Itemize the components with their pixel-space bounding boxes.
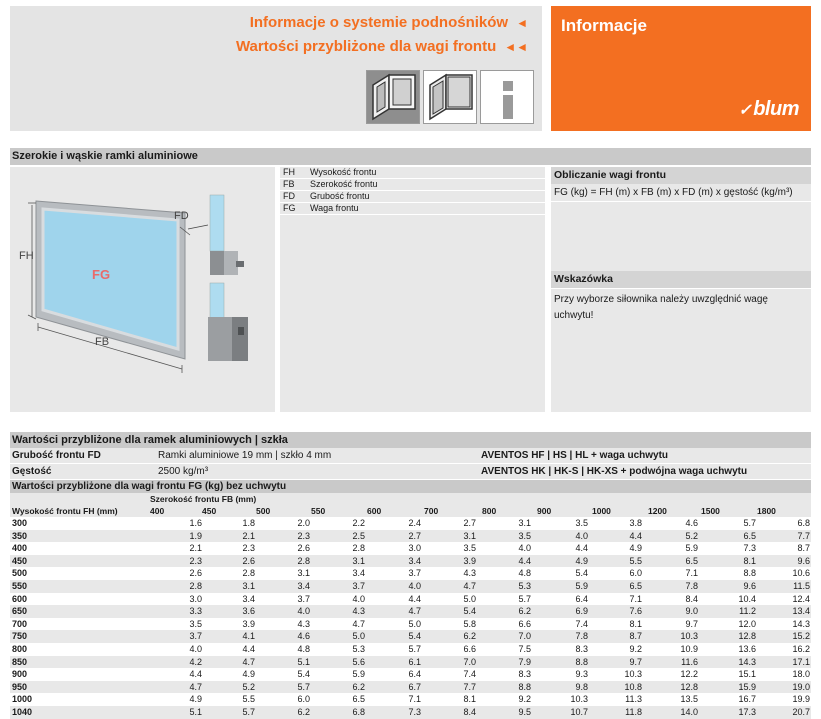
weight-cell: 1.6	[189, 518, 202, 528]
weight-cell: 6.8	[797, 518, 810, 528]
weight-cell: 12.0	[738, 618, 756, 629]
row-height-value: 400	[12, 543, 28, 554]
weight-cell: 12.8	[738, 631, 756, 642]
weight-cell: 6.7	[408, 681, 421, 692]
weight-cell: 8.1	[743, 555, 756, 566]
weight-cell: 9.3	[575, 669, 588, 680]
weight-cell: 7.7	[797, 530, 810, 541]
weight-cell: 3.1	[242, 580, 255, 591]
weight-cell: 4.4	[629, 530, 642, 541]
weight-cell: 5.6	[352, 656, 365, 667]
front-weight-table	[10, 493, 811, 719]
weight-cell: 4.0	[518, 543, 531, 554]
row-height-value: 600	[12, 593, 28, 604]
weight-cell: 3.5	[518, 530, 531, 541]
weight-cell: 9.7	[685, 618, 698, 629]
table-row	[10, 580, 811, 593]
weight-cell: 8.3	[575, 643, 588, 654]
weight-cell: 3.4	[352, 568, 365, 579]
weight-cell: 7.3	[743, 543, 756, 554]
weight-cell: 2.6	[297, 543, 310, 554]
weight-cell: 5.7	[518, 593, 531, 604]
weight-cell: 3.4	[242, 593, 255, 604]
weight-cell: 16.7	[738, 694, 756, 705]
row-height-value: 750	[12, 631, 28, 642]
column-header: 1500	[701, 506, 720, 516]
weight-cell: 3.5	[189, 618, 202, 629]
frame-aluminum-narrow-icon	[424, 71, 478, 125]
weight-cell: 7.5	[518, 643, 531, 654]
weight-cell: 5.2	[685, 530, 698, 541]
double-arrow-left-icon: ◄◄	[504, 40, 528, 54]
symbol-legend	[280, 167, 545, 412]
weight-cell: 3.7	[352, 580, 365, 591]
row-height-value: 800	[12, 643, 28, 654]
row-height-value: 850	[12, 656, 28, 667]
weight-cell: 7.8	[685, 580, 698, 591]
frame-illustration	[10, 167, 275, 412]
weight-cell: 4.6	[297, 631, 310, 642]
weight-cell: 7.4	[575, 618, 588, 629]
weight-cell: 5.7	[408, 643, 421, 654]
weight-cell: 19.9	[792, 694, 810, 705]
weight-cell: 5.4	[408, 631, 421, 642]
weight-cell: 9.8	[575, 681, 588, 692]
weight-cell: 2.3	[189, 555, 202, 566]
weight-cell: 4.7	[352, 618, 365, 629]
weight-cell: 6.6	[463, 643, 476, 654]
weight-cell: 5.7	[242, 706, 255, 717]
weight-cell: 10.3	[624, 669, 642, 680]
weight-cell: 3.5	[463, 543, 476, 554]
tab-info[interactable]	[480, 70, 534, 124]
table-row	[10, 517, 811, 530]
weight-cell: 8.8	[518, 681, 531, 692]
weight-cell: 7.3	[408, 706, 421, 717]
weight-cell: 3.7	[408, 568, 421, 579]
weight-cell: 8.8	[575, 656, 588, 667]
weight-cell: 6.5	[743, 530, 756, 541]
weight-cell: 13.5	[680, 694, 698, 705]
weight-cell: 3.0	[189, 593, 202, 604]
column-header: 1200	[648, 506, 667, 516]
weight-cell: 5.3	[518, 580, 531, 591]
weight-cell: 10.6	[792, 568, 810, 579]
weight-cell: 2.1	[242, 530, 255, 541]
weight-cell: 5.8	[463, 618, 476, 629]
legend-value: Szerokość frontu	[310, 179, 378, 189]
weight-cell: 8.7	[797, 543, 810, 554]
weight-cell: 4.7	[408, 606, 421, 617]
column-header: 600	[367, 506, 382, 516]
weight-cell: 5.4	[297, 669, 310, 680]
weight-cell: 2.0	[297, 518, 310, 528]
weight-cell: 5.4	[463, 606, 476, 617]
weight-cell: 7.0	[518, 631, 531, 642]
row-height-value: 1000	[12, 694, 33, 705]
table-row	[10, 706, 811, 719]
weight-cell: 15.2	[792, 631, 810, 642]
weight-cell: 17.1	[792, 656, 810, 667]
weight-cell: 7.7	[463, 681, 476, 692]
column-header: 1800	[757, 506, 776, 516]
weight-cell: 7.1	[685, 568, 698, 579]
weight-cell: 4.6	[685, 518, 698, 528]
legend-value: Waga frontu	[310, 203, 359, 213]
weight-cell: 4.2	[189, 656, 202, 667]
weight-cell: 10.3	[570, 694, 588, 705]
row-height-value: 550	[12, 580, 28, 591]
weight-cell: 20.7	[792, 706, 810, 717]
table-row	[10, 618, 811, 631]
table-body	[10, 517, 811, 719]
weight-cell: 4.3	[352, 606, 365, 617]
weight-cell: 3.5	[575, 518, 588, 528]
weight-cell: 3.4	[408, 555, 421, 566]
weight-cell: 5.7	[743, 518, 756, 528]
weight-cell: 4.0	[408, 580, 421, 591]
density-label: Gęstość	[12, 466, 52, 477]
arrow-left-icon: ◄	[516, 16, 528, 30]
weight-cell: 4.4	[408, 593, 421, 604]
legend-key: FB	[283, 179, 295, 189]
frame-diagram	[10, 167, 275, 412]
frame-type-tabs	[366, 70, 534, 124]
nav-link-front-weight-label: Wartości przybliżone dla wagi frontu	[235, 38, 497, 55]
weight-calculation-panel	[551, 167, 811, 412]
weight-cell: 15.1	[738, 669, 756, 680]
weight-cell: 5.7	[297, 681, 310, 692]
weight-cell: 4.0	[297, 606, 310, 617]
row-height-value: 450	[12, 555, 28, 566]
legend-row	[280, 167, 545, 179]
weight-cell: 8.1	[629, 618, 642, 629]
weight-cell: 2.7	[463, 518, 476, 528]
table-row	[10, 681, 811, 694]
weight-cell: 5.1	[297, 656, 310, 667]
weight-cell: 5.3	[352, 643, 365, 654]
weight-cell: 11.5	[793, 580, 810, 591]
weight-cell: 5.0	[408, 618, 421, 629]
weight-cell: 14.3	[738, 656, 756, 667]
weight-cell: 3.3	[189, 606, 202, 617]
weight-cell: 9.7	[629, 656, 642, 667]
calc-title: Obliczanie wagi frontu	[551, 167, 811, 184]
weight-cell: 11.8	[625, 706, 642, 717]
legend-row	[280, 179, 545, 191]
nav-link-front-weight[interactable]	[236, 38, 528, 55]
legend-row	[280, 191, 545, 203]
table-row	[10, 656, 811, 669]
weight-cell: 12.4	[792, 593, 810, 604]
weight-cell: 11.6	[681, 656, 698, 667]
weight-cell: 3.4	[297, 580, 310, 591]
weight-cell: 9.6	[797, 555, 810, 566]
column-header: 550	[311, 506, 326, 516]
weight-cell: 17.3	[738, 706, 756, 717]
weight-cell: 5.5	[242, 694, 255, 705]
weight-cell: 1.9	[189, 530, 202, 541]
table-row	[10, 555, 811, 568]
weight-cell: 7.4	[463, 669, 476, 680]
weight-cell: 4.7	[189, 681, 202, 692]
weight-cell: 7.1	[629, 593, 642, 604]
weight-cell: 16.2	[792, 643, 810, 654]
weight-cell: 2.8	[352, 543, 365, 554]
nav-link-lift-system-info[interactable]	[250, 14, 528, 31]
table-row	[10, 630, 811, 643]
weight-cell: 4.4	[242, 643, 255, 654]
weight-cell: 5.5	[629, 555, 642, 566]
weight-cell: 5.1	[189, 706, 202, 717]
weight-cell: 7.9	[518, 656, 531, 667]
weight-cell: 4.9	[242, 669, 255, 680]
hint-text: Przy wyborze siłownika należy uwzględnić wagę uchwytu!	[551, 288, 811, 327]
calc-spacer	[551, 201, 811, 271]
table-section-title: Wartości przybliżone dla ramek aluminiowych | szkła	[10, 432, 811, 448]
column-header: 450	[202, 506, 217, 516]
frame-aluminum-wide-icon	[367, 71, 421, 125]
frames-section-title: Szerokie i wąskie ramki aluminiowe	[10, 148, 811, 165]
weight-cell: 11.2	[739, 606, 756, 617]
weight-cell: 4.3	[297, 618, 310, 629]
weight-cell: 2.8	[189, 580, 202, 591]
weight-cell: 7.1	[408, 694, 421, 705]
weight-cell: 6.2	[518, 606, 531, 617]
weight-cell: 2.8	[297, 555, 310, 566]
row-height-value: 700	[12, 618, 28, 629]
weight-cell: 2.6	[189, 568, 202, 579]
weight-cell: 6.0	[629, 568, 642, 579]
legend-key: FD	[283, 191, 295, 201]
row-height-value: 900	[12, 669, 28, 680]
weight-cell: 3.7	[189, 631, 202, 642]
blum-logo-icon: ✓	[738, 102, 752, 119]
fg-label: FG	[92, 267, 111, 282]
weight-cell: 6.8	[352, 706, 365, 717]
weight-cell: 5.0	[463, 593, 476, 604]
weight-cell: 5.2	[242, 681, 255, 692]
weight-cell: 10.8	[624, 681, 642, 692]
calc-formula: FG (kg) = FH (m) x FB (m) x FD (m) x gęstość (kg/m³)	[554, 187, 793, 198]
weight-cell: 6.1	[408, 656, 421, 667]
info-panel-title: Informacje	[561, 16, 647, 35]
weight-cell: 5.0	[352, 631, 365, 642]
density-value: 2500 kg/m³	[158, 466, 209, 477]
weight-cell: 2.6	[242, 555, 255, 566]
legend-value: Grubość frontu	[310, 191, 370, 201]
fb-label: FB	[95, 336, 110, 348]
thickness-note: AVENTOS HF | HS | HL + waga uchwytu	[481, 450, 669, 461]
weight-cell: 1.8	[242, 518, 255, 528]
weight-cell: 6.4	[575, 593, 588, 604]
weight-cell: 4.4	[189, 669, 202, 680]
column-header: 800	[482, 506, 497, 516]
weight-cell: 6.6	[518, 618, 531, 629]
weight-cell: 4.0	[189, 643, 202, 654]
column-header: 500	[256, 506, 271, 516]
weight-cell: 4.7	[463, 580, 476, 591]
weight-cell: 3.1	[518, 518, 531, 528]
weight-cell: 8.8	[743, 568, 756, 579]
blum-logo	[738, 98, 799, 121]
weight-cell: 6.4	[408, 669, 421, 680]
weight-cell: 18.0	[792, 669, 810, 680]
weight-cell: 3.9	[242, 618, 255, 629]
weight-cell: 2.3	[297, 530, 310, 541]
legend-key: FH	[283, 167, 295, 177]
weight-cell: 11.3	[625, 694, 642, 705]
weight-cell: 2.1	[189, 543, 202, 554]
weight-cell: 3.0	[408, 543, 421, 554]
weight-cell: 4.7	[242, 656, 255, 667]
row-height-value: 350	[12, 530, 28, 541]
weight-cell: 15.9	[738, 681, 756, 692]
weight-cell: 2.4	[408, 518, 421, 528]
weight-cell: 6.0	[297, 694, 310, 705]
grid-title: Wartości przybliżone dla wagi frontu FG (kg) bez uchwytu	[10, 480, 811, 493]
legend-key: FG	[283, 203, 296, 213]
weight-cell: 3.8	[629, 518, 642, 528]
weight-cell: 4.9	[629, 543, 642, 554]
weight-cell: 7.8	[575, 631, 588, 642]
weight-cell: 19.0	[792, 681, 810, 692]
weight-cell: 4.0	[575, 530, 588, 541]
column-header: 700	[424, 506, 439, 516]
table-row	[10, 668, 811, 681]
weight-cell: 4.3	[463, 568, 476, 579]
table-row	[10, 542, 811, 555]
weight-cell: 3.7	[297, 593, 310, 604]
weight-cell: 10.4	[738, 593, 756, 604]
weight-cell: 8.7	[629, 631, 642, 642]
weight-cell: 5.9	[575, 580, 588, 591]
weight-cell: 10.9	[680, 643, 698, 654]
weight-cell: 4.9	[575, 555, 588, 566]
weight-cell: 7.6	[629, 606, 642, 617]
blum-logo-text: blum	[753, 98, 799, 120]
legend-row	[280, 203, 545, 215]
weight-cell: 6.9	[575, 606, 588, 617]
weight-cell: 7.0	[463, 656, 476, 667]
weight-cell: 14.3	[792, 618, 810, 629]
weight-cell: 2.3	[242, 543, 255, 554]
weight-cell: 8.1	[463, 694, 476, 705]
density-row	[10, 464, 811, 480]
height-axis-label: Wysokość frontu FH (mm)	[12, 506, 118, 516]
weight-cell: 4.8	[297, 643, 310, 654]
tab-frame-aluminum-wide[interactable]	[366, 70, 420, 124]
weight-cell: 3.1	[297, 568, 310, 579]
row-height-value: 500	[12, 568, 28, 579]
nav-link-lift-system-info-label: Informacje o systemie podnośników	[249, 14, 509, 31]
weight-cell: 4.4	[518, 555, 531, 566]
table-row	[10, 593, 811, 606]
width-axis-label: Szerokość frontu FB (mm)	[150, 494, 257, 504]
weight-cell: 9.2	[629, 643, 642, 654]
thickness-label: Grubość frontu FD	[12, 450, 101, 461]
weight-cell: 14.0	[680, 706, 698, 717]
weight-cell: 8.4	[463, 706, 476, 717]
weight-cell: 8.4	[685, 593, 698, 604]
density-note: AVENTOS HK | HK-S | HK-XS + podwójna waga uchwytu	[481, 466, 748, 477]
weight-cell: 4.8	[518, 568, 531, 579]
weight-cell: 8.3	[518, 669, 531, 680]
weight-cell: 9.0	[685, 606, 698, 617]
weight-cell: 6.2	[297, 706, 310, 717]
weight-cell: 4.4	[575, 543, 588, 554]
thickness-row	[10, 448, 811, 464]
header-navigation	[10, 6, 542, 131]
weight-cell: 4.0	[352, 593, 365, 604]
weight-cell: 12.8	[680, 681, 698, 692]
weight-cell: 10.7	[570, 706, 588, 717]
weight-cell: 12.2	[680, 669, 698, 680]
weight-cell: 6.5	[629, 580, 642, 591]
weight-cell: 13.6	[738, 643, 756, 654]
weight-cell: 2.2	[352, 518, 365, 528]
weight-cell: 3.9	[463, 555, 476, 566]
weight-cell: 5.9	[352, 669, 365, 680]
weight-cell: 6.2	[463, 631, 476, 642]
weight-cell: 13.4	[792, 606, 810, 617]
weight-cell: 2.8	[242, 568, 255, 579]
weight-cell: 3.1	[352, 555, 365, 566]
fh-label: FH	[19, 250, 34, 262]
weight-cell: 9.6	[743, 580, 756, 591]
weight-cell: 2.7	[408, 530, 421, 541]
weight-cell: 5.9	[685, 543, 698, 554]
legend-value: Wysokość frontu	[310, 167, 377, 177]
column-header: 400	[150, 506, 165, 516]
weight-cell: 10.3	[680, 631, 698, 642]
table-row	[10, 605, 811, 618]
column-header: 1000	[592, 506, 611, 516]
table-header	[10, 493, 811, 517]
table-row	[10, 643, 811, 656]
info-panel-header	[551, 6, 811, 131]
weight-cell: 3.6	[242, 606, 255, 617]
weight-cell: 5.4	[575, 568, 588, 579]
fd-label: FD	[174, 210, 189, 222]
weight-cell: 4.1	[242, 631, 255, 642]
weight-cell: 3.1	[463, 530, 476, 541]
table-row	[10, 567, 811, 580]
table-row	[10, 693, 811, 706]
tab-frame-aluminum-narrow[interactable]	[423, 70, 477, 124]
weight-cell: 6.5	[685, 555, 698, 566]
hint-title: Wskazówka	[551, 271, 811, 288]
row-height-value: 950	[12, 681, 28, 692]
weight-cell: 6.2	[352, 681, 365, 692]
weight-cell: 6.5	[352, 694, 365, 705]
row-height-value: 1040	[12, 706, 33, 717]
weight-cell: 9.2	[518, 694, 531, 705]
column-header: 900	[537, 506, 552, 516]
info-icon	[481, 71, 535, 125]
weight-cell: 2.5	[352, 530, 365, 541]
weight-cell: 9.5	[518, 706, 531, 717]
weight-cell: 4.9	[189, 694, 202, 705]
table-row	[10, 530, 811, 543]
thickness-value: Ramki aluminiowe 19 mm | szkło 4 mm	[158, 450, 332, 461]
row-height-value: 300	[12, 518, 28, 528]
row-height-value: 650	[12, 606, 28, 617]
